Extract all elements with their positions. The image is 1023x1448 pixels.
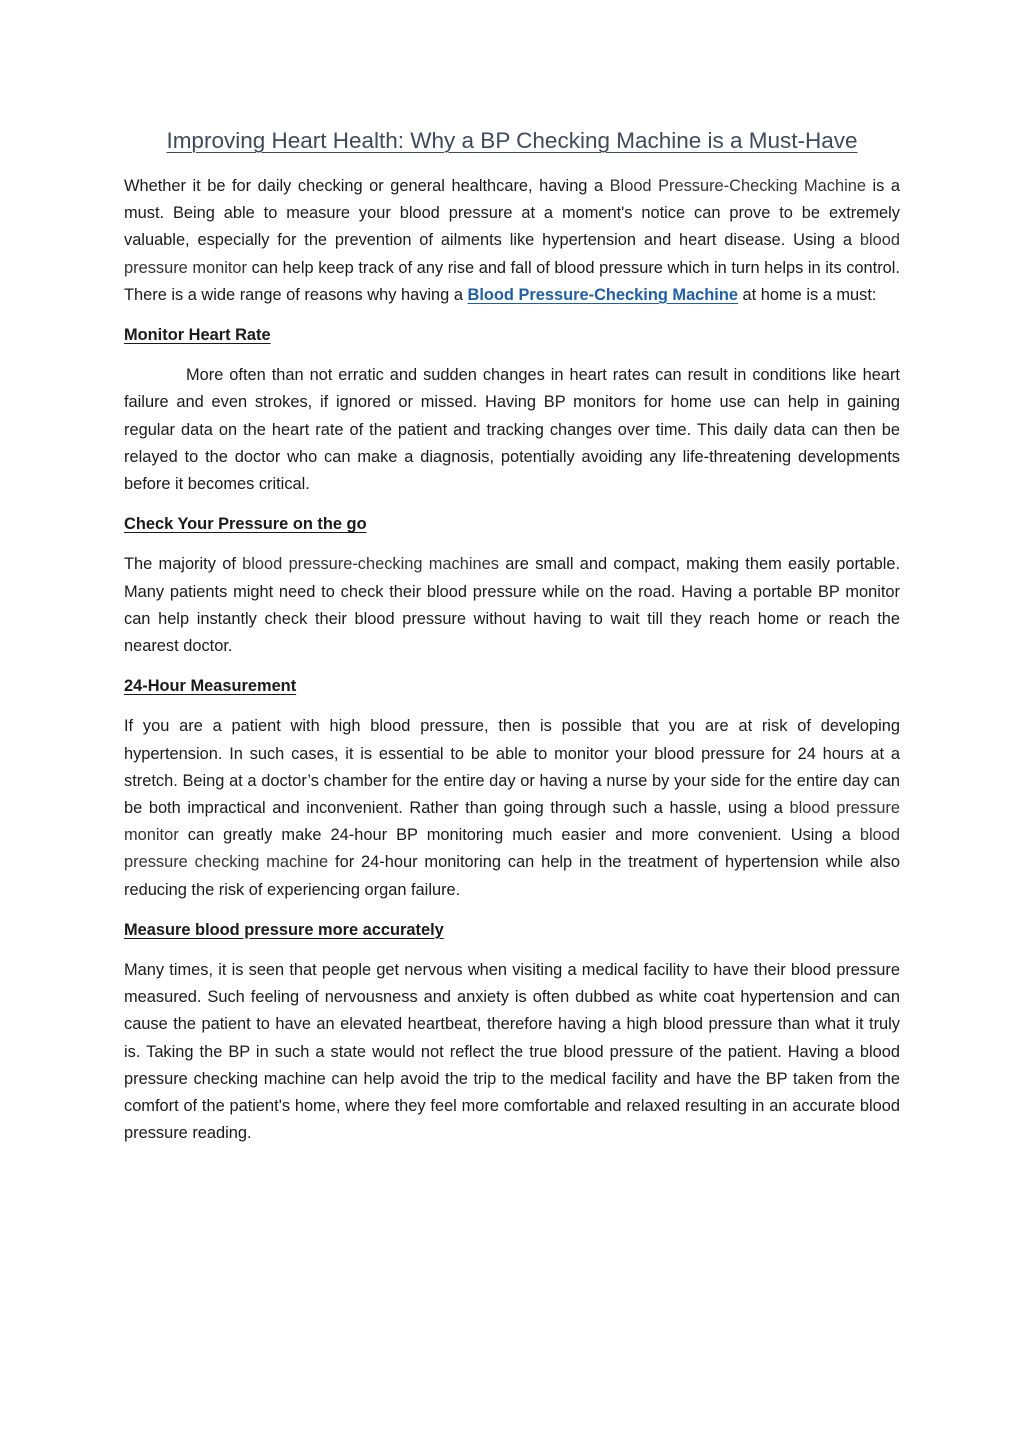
section-body-24-hour-measurement	[124, 713, 900, 903]
blood-pressure-machine-link[interactable]: Blood Pressure-Checking Machine	[467, 285, 738, 304]
intro-text-4: at home is a must:	[738, 285, 877, 304]
intro-text-2: is a must. Being able to measure your blood pressure at a moment's notice can prove to be extremely valuable, especially for the prevention of ailments like hypertension and heart disease. Using a	[124, 177, 901, 250]
section-text: for 24-hour monitoring can help in the treatment of hypertension while also reducing the risk of experiencing organ failure.	[124, 853, 900, 899]
section-heading-monitor-heart-rate: Monitor Heart Rate	[124, 326, 271, 345]
section-heading-check-pressure-on-the-go: Check Your Pressure on the go	[124, 515, 367, 534]
section-body-monitor-heart-rate: More often than not erratic and sudden changes in heart rates can result in conditions like heart failure and even strokes, if ignored or missed. Having BP monitors for home use can help in gaining regular data on the heart rate of the patient and tracking changes over time. This daily data can then be relayed to the doctor who can make a diagnosis, potentially avoiding any life-threatening developments before it becomes critical.	[124, 366, 900, 494]
document-page	[124, 122, 900, 1161]
intro-term-2: blood pressure monitor	[124, 231, 900, 277]
section-text: The majority of	[124, 555, 243, 574]
section-body-measure-accurately: Many times, it is seen that people get nervous when visiting a medical facility to have their blood pressure measured. Such feeling of nervousness and anxiety is often dubbed as white coat hypertension and can cause the patient to have an elevated heartbeat, therefore having a high blood pressure than what it truly is. Taking the BP in such a state would not reflect the true blood pressure of the patient. Having a blood pressure checking machine can help avoid the trip to the medical facility and have the BP taken from the comfort of the patient's home, where they feel more comfortable and relaxed resulting in an accurate blood pressure reading.	[124, 961, 900, 1143]
page-title: Improving Heart Health: Why a BP Checking Machine is a Must-Have	[166, 128, 858, 153]
intro-text-3: can help keep track of any rise and fall of blood pressure which in turn helps in its control. There is a wide range of reasons why having a	[124, 258, 900, 304]
section-term: blood pressure-checking machines	[242, 555, 499, 574]
section-text: can greatly make 24-hour BP monitoring much easier and more convenient. Using a	[178, 826, 860, 845]
section-body-check-pressure-on-the-go	[124, 551, 900, 660]
intro-term-1: Blood Pressure-Checking Machine	[609, 177, 866, 195]
section-heading-measure-accurately: Measure blood pressure more accurately	[124, 920, 444, 939]
section-text: If you are a patient with high blood pressure, then is possible that you are at risk of developing hypertension. In such cases, it is essential to be able to monitor your blood pressure for 24 hours at a stretch. Being at a doctor’s chamber for the entire day or having a nurse by your side for the entire day can be both impractical and inconvenient. Rather than going through such a hassle, using a	[124, 717, 900, 818]
intro-paragraph	[124, 173, 900, 309]
intro-text-1: Whether it be for daily checking or general healthcare, having a	[124, 177, 610, 195]
section-term: blood pressure monitor	[124, 799, 900, 845]
section-text: are small and compact, making them easily portable. Many patients might need to check their blood pressure while on the road. Having a portable BP monitor can help instantly check their blood pressure without having to wait till they reach home or reach the nearest doctor.	[124, 555, 901, 656]
section-heading-24-hour-measurement: 24-Hour Measurement	[124, 677, 297, 696]
section-term: blood pressure checking machine	[124, 826, 900, 872]
